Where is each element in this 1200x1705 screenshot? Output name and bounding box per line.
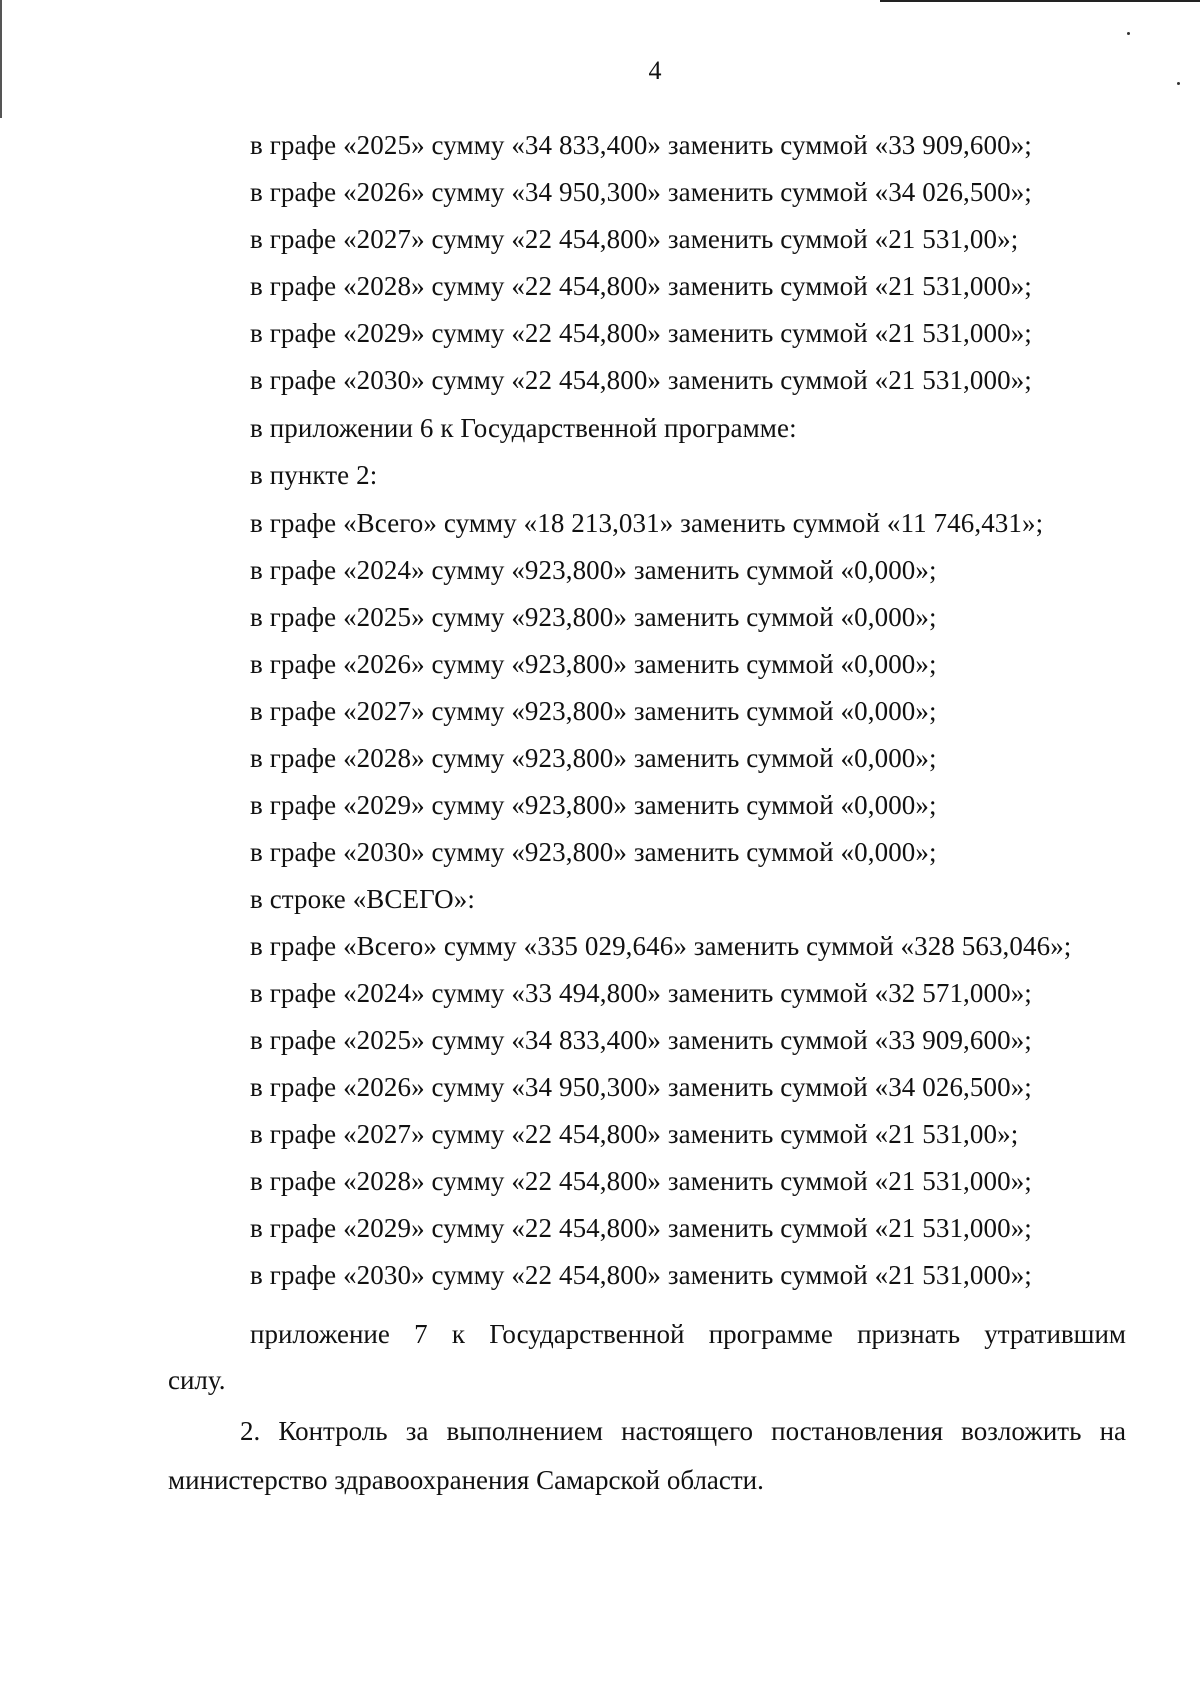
text-line: в графе «2026» сумму «34 950,300» заменить суммой «34 026,500»; [250,177,1032,207]
text-line: в графе «2027» сумму «923,800» заменить суммой «0,000»; [250,696,937,726]
text-line: в графе «2025» сумму «34 833,400» заменить суммой «33 909,600»; [250,130,1032,160]
text-line: в графе «2025» сумму «923,800» заменить суммой «0,000»; [250,602,937,632]
text-line: в пункте 2: [250,460,378,490]
appendix-7-paragraph-end: силу. [168,1365,226,1395]
text-line: в графе «Всего» сумму «18 213,031» заменить суммой «11 746,431»; [250,508,1044,538]
text-line: в строке «ВСЕГО»: [250,884,475,914]
text-line: в графе «2026» сумму «34 950,300» заменить суммой «34 026,500»; [250,1072,1032,1102]
scan-edge-line [880,0,1200,2]
text-line: в графе «2030» сумму «923,800» заменить суммой «0,000»; [250,837,937,867]
control-paragraph-end: министерство здравоохранения Самарской области. [168,1465,764,1495]
control-paragraph: 2. Контроль за выполнением настоящего постановления возложить на [240,1416,1126,1446]
text-line: в графе «2030» сумму «22 454,800» заменить суммой «21 531,000»; [250,1260,1032,1290]
text-line: в графе «2028» сумму «22 454,800» заменить суммой «21 531,000»; [250,1166,1032,1196]
text-line: в графе «2027» сумму «22 454,800» заменить суммой «21 531,00»; [250,224,1019,254]
appendix-7-paragraph: приложение 7 к Государственной программе признать утратившим [250,1319,1126,1349]
text-line: в графе «2029» сумму «923,800» заменить суммой «0,000»; [250,790,937,820]
text-line: в графе «2029» сумму «22 454,800» заменить суммой «21 531,000»; [250,318,1032,348]
text-line: в графе «2030» сумму «22 454,800» заменить суммой «21 531,000»; [250,365,1032,395]
page-number: 4 [648,56,662,85]
text-line: в графе «2027» сумму «22 454,800» заменить суммой «21 531,00»; [250,1119,1019,1149]
text-line: в графе «2028» сумму «22 454,800» заменить суммой «21 531,000»; [250,271,1032,301]
text-line: в графе «2028» сумму «923,800» заменить суммой «0,000»; [250,743,937,773]
text-line: в приложении 6 к Государственной программе: [250,413,797,443]
text-line: в графе «2024» сумму «923,800» заменить суммой «0,000»; [250,555,937,585]
text-line: в графе «2024» сумму «33 494,800» заменить суммой «32 571,000»; [250,978,1032,1008]
text-line: в графе «2026» сумму «923,800» заменить суммой «0,000»; [250,649,937,679]
text-line: в графе «Всего» сумму «335 029,646» заменить суммой «328 563,046»; [250,931,1072,961]
scan-speck [1127,32,1130,35]
text-line: в графе «2025» сумму «34 833,400» заменить суммой «33 909,600»; [250,1025,1032,1055]
text-line: в графе «2029» сумму «22 454,800» заменить суммой «21 531,000»; [250,1213,1032,1243]
